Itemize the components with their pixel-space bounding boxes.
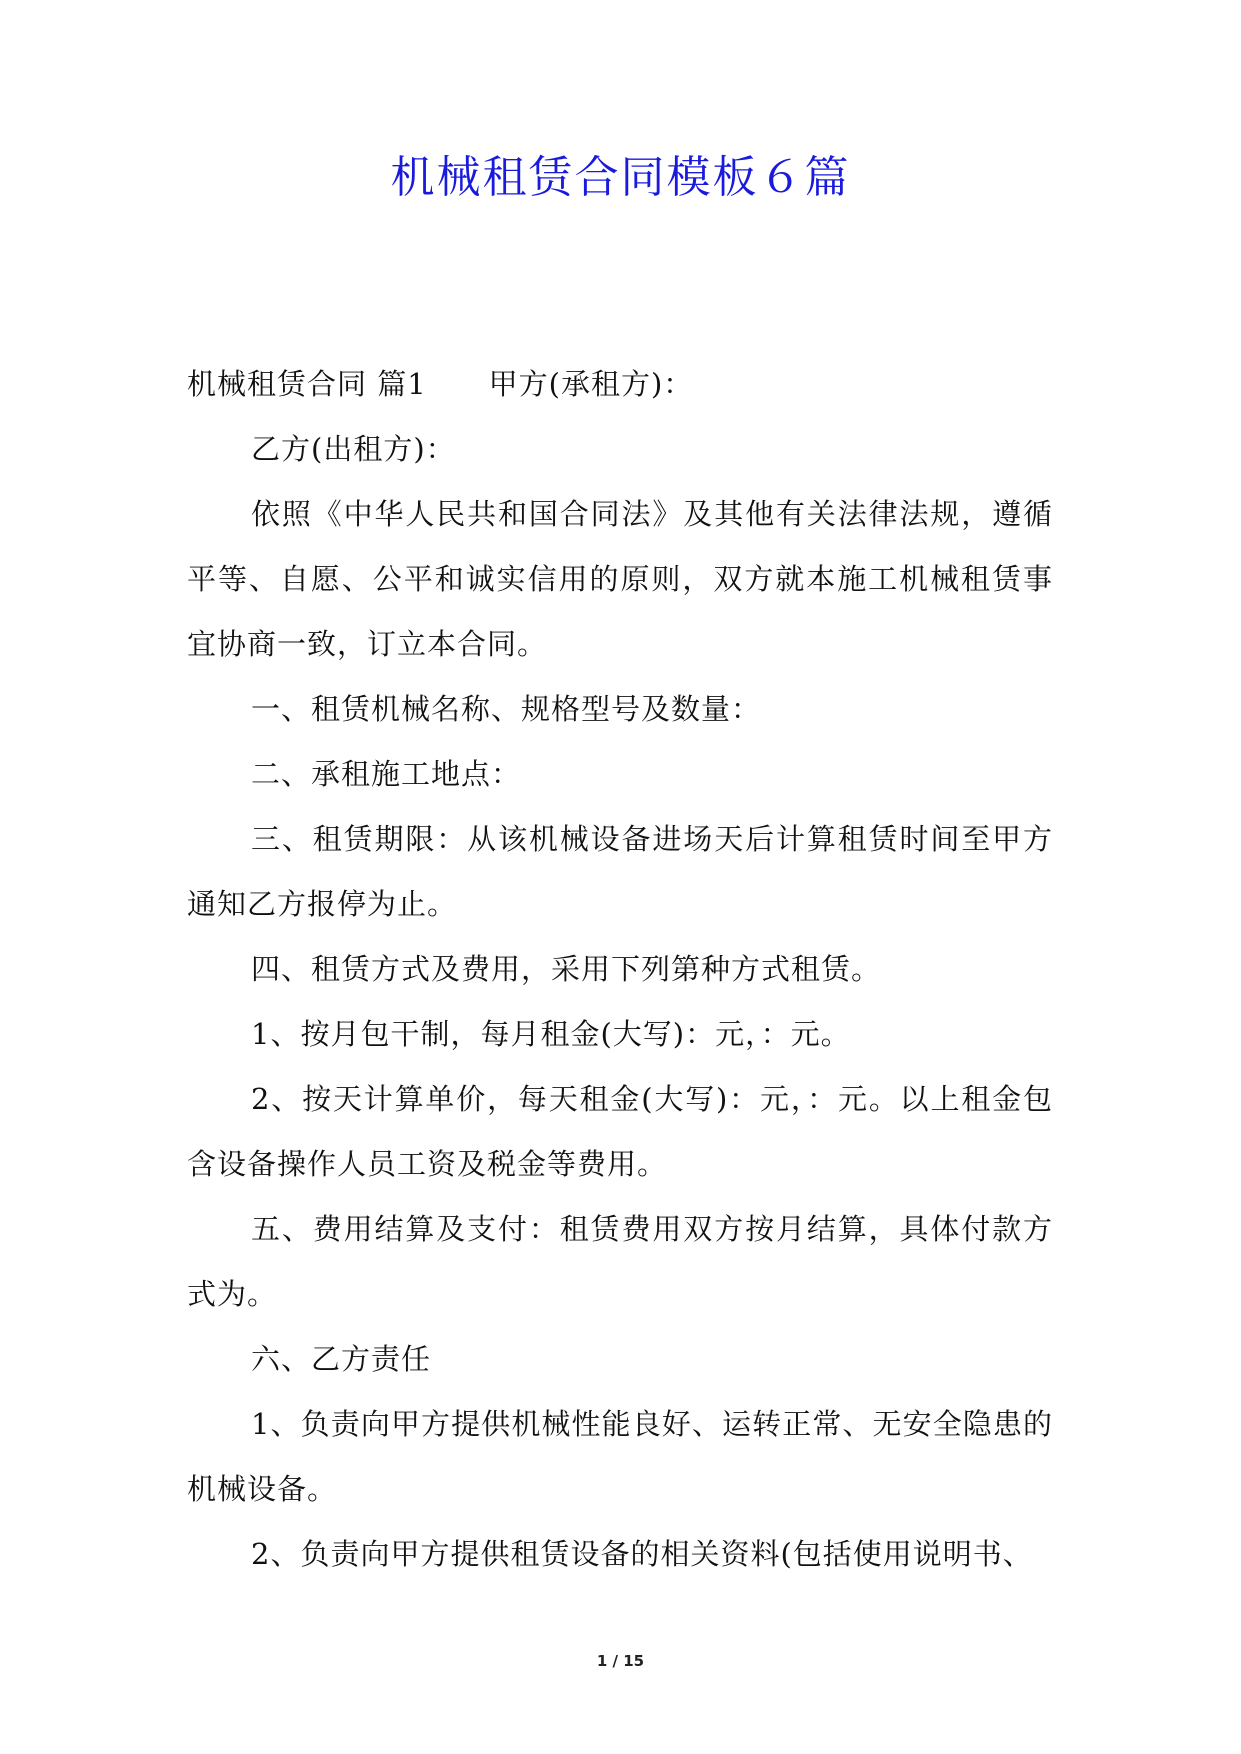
paragraph-clause-4: 四、租赁方式及费用，采用下列第种方式租赁。 (251, 952, 882, 986)
document-body (187, 352, 1053, 1587)
page-number: 1 / 15 (596, 1652, 645, 1670)
paragraph-clause-2: 二、承租施工地点： (251, 757, 522, 791)
contract-heading-line (187, 352, 1053, 417)
paragraph-clause-6-item-2: 2、负责向甲方提供租赁设备的相关资料(包括使用说明书、 (251, 1537, 1033, 1571)
paragraph-clause-6-item-1: 1、负责向甲方提供机械性能良好、运转正常、无安全隐患的机械设备。 (187, 1407, 1053, 1506)
contract-section-heading: 机械租赁合同 篇1 (187, 367, 427, 401)
paragraph-clause-3: 三、租赁期限：从该机械设备进场天后计算租赁时间至甲方通知乙方报停为止。 (187, 822, 1053, 921)
paragraph-preamble: 依照《中华人民共和国合同法》及其他有关法律法规，遵循平等、自愿、公平和诚实信用的原则，双方就本施工机械租赁事宜协商一致，订立本合同。 (187, 497, 1053, 661)
paragraph-clause-1: 一、租赁机械名称、规格型号及数量： (251, 692, 762, 726)
paragraph-party-b: 乙方(出租方)： (251, 432, 456, 466)
paragraph-clause-4-item-2: 2、按天计算单价，每天租金(大写)：元，：元。以上租金包含设备操作人员工资及税金等费用。 (187, 1082, 1053, 1181)
party-a-label: 甲方(承租方)： (488, 367, 694, 401)
paragraph-clause-5: 五、费用结算及支付：租赁费用双方按月结算，具体付款方式为。 (187, 1212, 1053, 1311)
paragraph-clause-6: 六、乙方责任 (251, 1342, 432, 1376)
paragraph-clause-4-item-1: 1、按月包干制，每月租金(大写)：元，：元。 (251, 1017, 851, 1051)
document-title: 机械租赁合同模板６篇 (390, 152, 851, 203)
